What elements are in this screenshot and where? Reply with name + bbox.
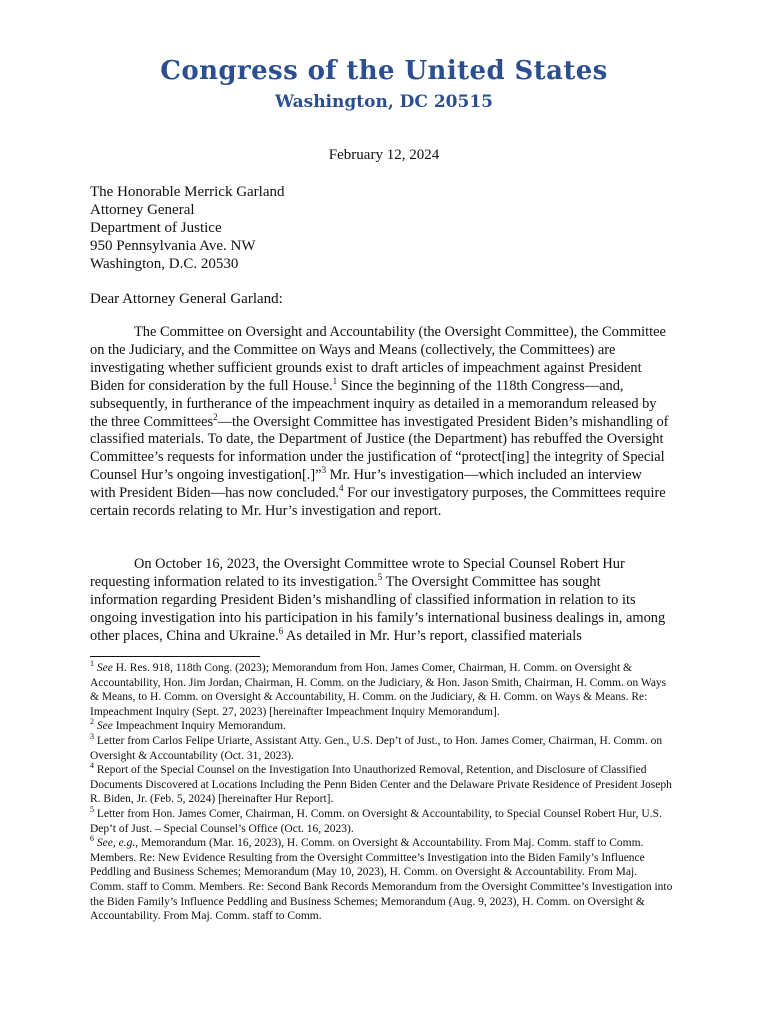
footnote-ref-6: 6 [278, 625, 284, 636]
footnote-6-signal: See, e.g. [96, 837, 136, 850]
footnote-2-text: Impeachment Inquiry Memorandum. [112, 720, 286, 733]
footnote-6-text: , Memorandum (Mar. 16, 2023), H. Comm. on Oversight & Accountability. From Maj. Comm. staff to Comm. Members. Re: New Evidence Resulting from the Oversight Committee’s Investigation into the Biden Family’s Influence Peddling and Business Schemes; Memorandum (May 10, 2023), H. Comm. on Oversight & Accountability. From Maj. Comm. staff to Comm. Members. Re: Second Bank Records Memorandum from the Oversight Committee’s Investigation into the Biden Family’s Influence Peddling and Business Schemes; Memorandum (Aug. 9, 2023), H. Comm. on Oversight & Accountability. From Maj. Comm. staff to Comm. [90, 837, 673, 923]
paragraph-1-text-b: Since the beginning of the 118th Congress—and, subsequently, in furtherance of the impeachment inquiry as detailed in a memorandum released by the three Committees [90, 377, 657, 430]
footnote-4 [90, 763, 674, 807]
footnote-6 [90, 836, 674, 924]
footnote-ref-4: 4 [339, 483, 344, 494]
footnote-3-text: Letter from Carlos Felipe Uriarte, Assistant Atty. Gen., U.S. Dep’t of Just., to Hon. James Comer, Chairman, H. Comm. on Oversight & Accountability (Oct. 31, 2023). [90, 734, 663, 762]
footnote-1-text: H. Res. 918, 118th Cong. (2023); Memorandum from Hon. James Comer, Chairman, H. Comm. on Oversight & Accountability, Hon. Jim Jordan, Chairman, H. Comm. on the Judiciary, & Hon. Jason Smith, Chairman, H. Comm. on Ways & Means, to H. Comm. on Oversight & Accountability, H. Comm. on the Judiciary, & H. Comm. on Ways & Means. Re: Impeachment Inquiry (Sept. 27, 2023) [hereinafter Impeachment Inquiry Memorandum]. [90, 662, 667, 718]
footnotes [90, 661, 674, 924]
address-line-3: Department of Justice [90, 220, 222, 236]
footnote-1 [90, 661, 674, 719]
footnote-ref-3: 3 [321, 465, 327, 476]
footnote-divider [90, 656, 260, 657]
footnote-3 [90, 734, 674, 763]
footnote-1-signal: See [96, 662, 113, 674]
footnote-3-number: 3 [90, 732, 94, 742]
paragraph-2-text-a: On October 16, 2023, the Oversight Committee wrote to Special Counsel Robert Hur requesting information related to its investigation. [90, 556, 625, 590]
paragraph-2-text-c: As detailed in Mr. Hur’s report, classified materials [283, 627, 582, 644]
paragraph-1-text-d: Mr. Hur’s investigation—which included an interview with President Biden—has now concluded. [90, 467, 642, 502]
footnote-4-text: Report of the Special Counsel on the Investigation Into Unauthorized Removal, Retention, and Disclosure of Classified Documents Discovered at Locations Including the Penn Biden Center and the Delaware Private Residence of President Joseph R. Biden, Jr. (Feb. 5, 2024) [hereinafter Hur Report]. [90, 764, 672, 806]
body-paragraph-1 [90, 324, 670, 521]
body-paragraph-2 [90, 556, 670, 646]
letter-date: February 12, 2024 [328, 147, 440, 163]
address-line-5: Washington, D.C. 20530 [90, 256, 239, 272]
footnote-5-number: 5 [90, 805, 94, 815]
address-line-4: 950 Pennsylvania Ave. NW [90, 238, 256, 254]
paragraph-2-text-b: The Oversight Committee has sought information regarding President Biden’s mishandling of classified information in relation to its ongoing investigation into his participation in his family’s international business dealings in, among other places, China and Ukraine. [90, 573, 666, 644]
footnote-4-number: 4 [90, 761, 94, 771]
footnote-2-number: 2 [90, 717, 94, 727]
salutation: Dear Attorney General Garland: [90, 291, 283, 307]
address-line-1: The Honorable Merrick Garland [90, 184, 285, 200]
footnote-2-signal: See [96, 720, 113, 733]
letterhead [0, 54, 768, 114]
paragraph-1-text-e: For our investigatory purposes, the Committees require certain records relating to Mr. Hur’s investigation and report. [90, 485, 666, 520]
recipient-address [90, 183, 285, 273]
paragraph-1-text-c: —the Oversight Committee has investigated President Biden’s mishandling of classified materials. To date, the Department of Justice (the Department) has rebuffed the Oversight Committee’s requests for information under the justification of “protect[ing] the integrity of Special Counsel Hur’s ongoing investigation[.]” [90, 413, 669, 484]
footnote-ref-1: 1 [332, 375, 338, 386]
footnote-5 [90, 807, 674, 836]
letterhead-subtitle: Washington, DC 20515 [275, 92, 493, 112]
footnote-ref-2: 2 [213, 411, 218, 422]
letterhead-title: Congress of the United States [160, 56, 608, 86]
footnote-5-text: Letter from Hon. James Comer, Chairman, H. Comm. on Oversight & Accountability, to Special Counsel Robert Hur, U.S. Dep’t of Just. – Special Counsel’s Office (Oct. 16, 2023). [90, 807, 662, 835]
footnote-ref-5: 5 [377, 572, 383, 583]
footnote-6-number: 6 [90, 834, 94, 844]
address-line-2: Attorney General [90, 202, 195, 218]
footnote-2 [90, 719, 674, 734]
paragraph-1-text-a: The Committee on Oversight and Accountability (the Oversight Committee), the Committee on the Judiciary, and the Committee on Ways and Means (collectively, the Committees) are investigating whether sufficient grounds exist to draft articles of impeachment against President Biden for consideration by the full House. [90, 324, 666, 394]
footnote-1-number: 1 [90, 659, 94, 669]
